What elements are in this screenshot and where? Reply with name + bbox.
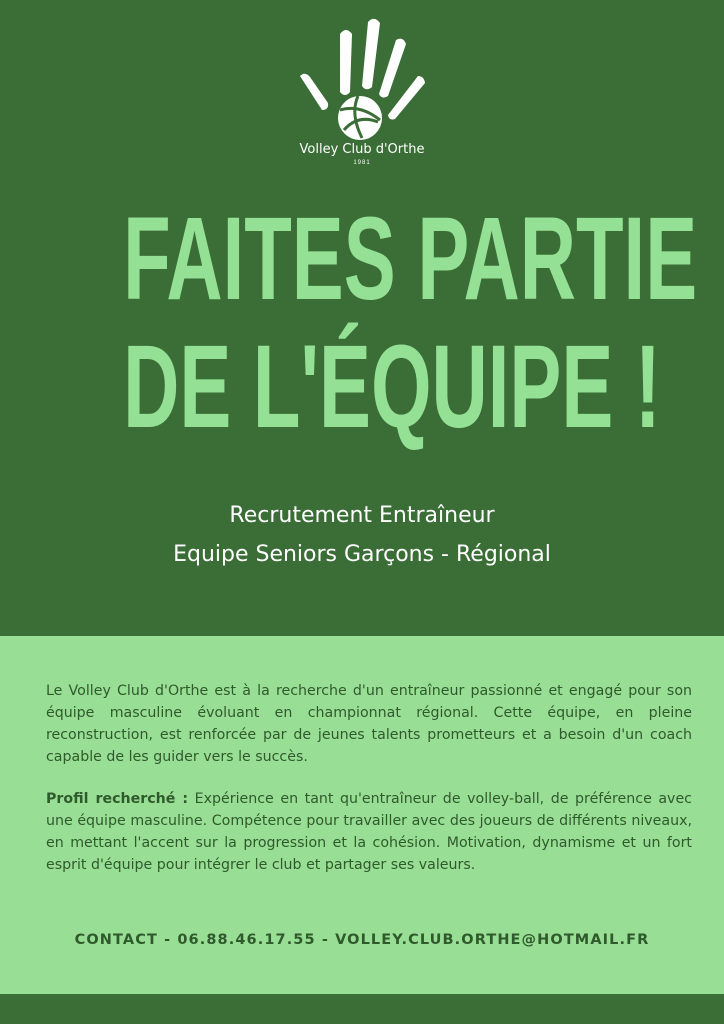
club-name: Volley Club d'Orthe [299, 142, 425, 157]
club-year: 1981 [353, 160, 371, 166]
profile-paragraph [46, 788, 692, 876]
subtitle-line-1: Recrutement Entraîneur [229, 503, 495, 528]
content-panel [0, 636, 724, 994]
footer-band [0, 994, 724, 1024]
subtitle-line-2: Equipe Seniors Garçons - Régional [173, 542, 551, 567]
headline-line-2: DE L'ÉQUIPE ! [123, 321, 661, 453]
headline-line-1: FAITES PARTIE [123, 193, 698, 325]
intro-paragraph: Le Volley Club d'Orthe est à la recherche d'un entraîneur passionné et engagé pour son équipe masculine évoluant en championnat régional. Cette équipe, en pleine reconstruction, est renforcée par de jeunes talents prometteurs et a besoin d'un coach capable de les guider vers le succès. [46, 683, 692, 765]
profile-text: Expérience en tant qu'entraîneur de volley-ball, de préférence avec une équipe masculine. Compétence pour travailler avec des joueurs de différents niveaux, en mettant l'accent sur la progression et la cohésion. Motivation, dynamisme et un fort esprit d'équipe pour intégrer le club et partager ses valeurs. [46, 791, 692, 873]
contact-line: CONTACT - 06.88.46.17.55 - VOLLEY.CLUB.ORTHE@HOTMAIL.FR [74, 932, 650, 948]
profile-label: Profil recherché : [46, 791, 189, 807]
